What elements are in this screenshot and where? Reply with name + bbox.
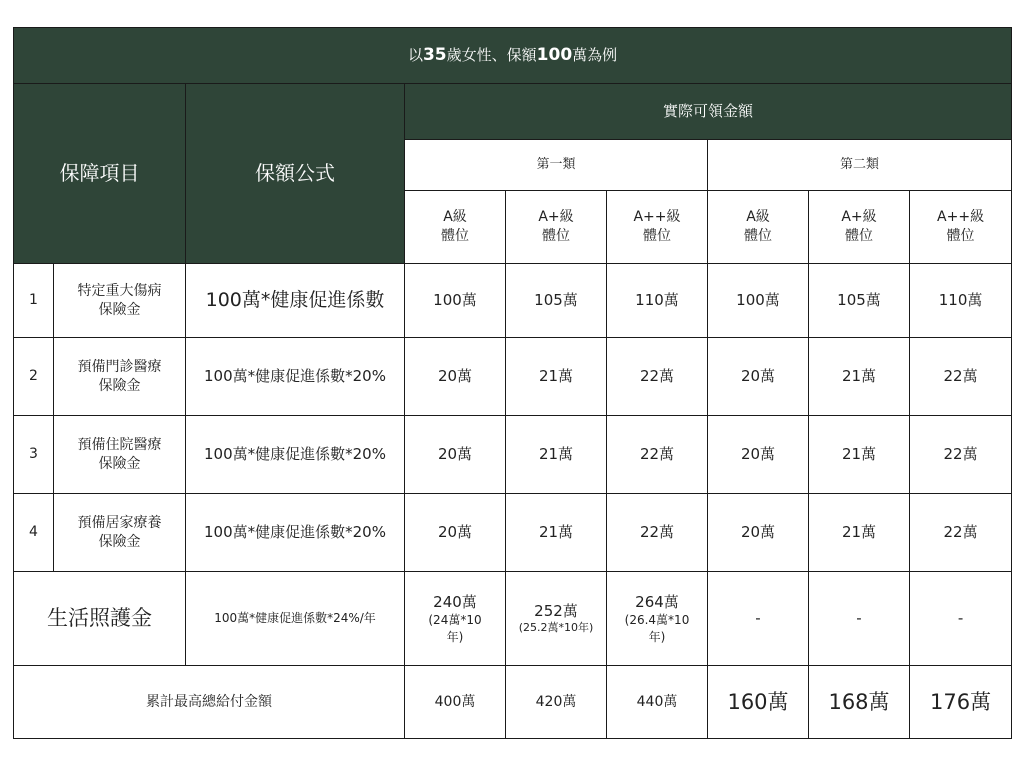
row-number: 3 xyxy=(14,416,54,494)
table-row xyxy=(14,338,1012,416)
life-fund-row xyxy=(14,572,1012,666)
row-value: 110萬 xyxy=(607,264,708,338)
table-row xyxy=(14,264,1012,338)
life-fund-value: 240萬 (24萬*10 年) xyxy=(405,572,506,666)
row-value: 22萬 xyxy=(607,338,708,416)
row-formula: 100萬*健康促進係數 xyxy=(186,264,405,338)
total-value: 400萬 xyxy=(405,666,506,739)
row-number: 2 xyxy=(14,338,54,416)
row-value: 21萬 xyxy=(809,494,910,572)
total-value: 420萬 xyxy=(506,666,607,739)
header-grade: A級 體位 xyxy=(405,191,506,264)
row-value: 20萬 xyxy=(708,494,809,572)
total-value: 440萬 xyxy=(607,666,708,739)
total-value: 176萬 xyxy=(910,666,1012,739)
total-value: 168萬 xyxy=(809,666,910,739)
row-item-name: 預備居家療養 保險金 xyxy=(54,494,186,572)
benefit-table xyxy=(13,27,1012,739)
row-item-name: 預備門診醫療 保險金 xyxy=(54,338,186,416)
header-actual-amount: 實際可領金額 xyxy=(405,84,1012,140)
life-fund-value: - xyxy=(809,572,910,666)
header-item: 保障項目 xyxy=(14,84,186,264)
row-number: 4 xyxy=(14,494,54,572)
row-value: 105萬 xyxy=(506,264,607,338)
life-fund-value: - xyxy=(910,572,1012,666)
row-value: 22萬 xyxy=(910,338,1012,416)
table-title: 以35歲女性、保額100萬為例 xyxy=(14,28,1012,84)
total-value: 160萬 xyxy=(708,666,809,739)
life-fund-value: 264萬 (26.4萬*10 年) xyxy=(607,572,708,666)
total-row xyxy=(14,666,1012,739)
row-value: 20萬 xyxy=(708,338,809,416)
row-value: 100萬 xyxy=(708,264,809,338)
row-number: 1 xyxy=(14,264,54,338)
row-value: 20萬 xyxy=(405,338,506,416)
total-label: 累計最高總給付金額 xyxy=(14,666,405,739)
row-value: 21萬 xyxy=(506,338,607,416)
row-value: 21萬 xyxy=(506,494,607,572)
row-value: 21萬 xyxy=(809,416,910,494)
header-group-1: 第一類 xyxy=(405,140,708,191)
row-value: 20萬 xyxy=(708,416,809,494)
header-grade: A+級 體位 xyxy=(506,191,607,264)
header-grade: A++級 體位 xyxy=(607,191,708,264)
header-grade: A++級 體位 xyxy=(910,191,1012,264)
row-value: 20萬 xyxy=(405,494,506,572)
life-fund-value: - xyxy=(708,572,809,666)
life-fund-label: 生活照護金 xyxy=(14,572,186,666)
row-value: 22萬 xyxy=(910,416,1012,494)
header-grade: A級 體位 xyxy=(708,191,809,264)
row-value: 100萬 xyxy=(405,264,506,338)
header-formula: 保額公式 xyxy=(186,84,405,264)
row-formula: 100萬*健康促進係數*20% xyxy=(186,338,405,416)
row-item-name: 預備住院醫療 保險金 xyxy=(54,416,186,494)
row-value: 105萬 xyxy=(809,264,910,338)
row-item-name: 特定重大傷病 保險金 xyxy=(54,264,186,338)
row-value: 21萬 xyxy=(506,416,607,494)
row-value: 22萬 xyxy=(607,494,708,572)
row-formula: 100萬*健康促進係數*20% xyxy=(186,494,405,572)
life-fund-value: 252萬 (25.2萬*10年) xyxy=(506,572,607,666)
row-formula: 100萬*健康促進係數*20% xyxy=(186,416,405,494)
table-row xyxy=(14,494,1012,572)
header-group-2: 第二類 xyxy=(708,140,1012,191)
header-grade: A+級 體位 xyxy=(809,191,910,264)
row-value: 22萬 xyxy=(910,494,1012,572)
row-value: 20萬 xyxy=(405,416,506,494)
life-fund-formula: 100萬*健康促進係數*24%/年 xyxy=(186,572,405,666)
table-row xyxy=(14,416,1012,494)
row-value: 21萬 xyxy=(809,338,910,416)
row-value: 22萬 xyxy=(607,416,708,494)
row-value: 110萬 xyxy=(910,264,1012,338)
